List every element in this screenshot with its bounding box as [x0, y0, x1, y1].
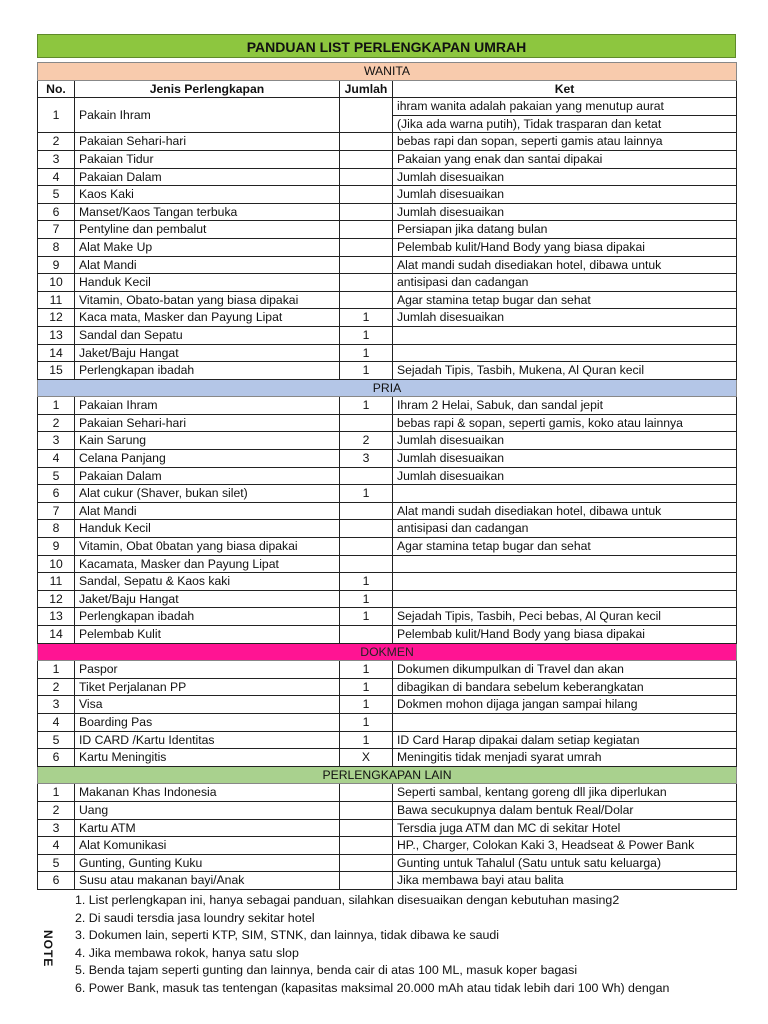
table-row [38, 801, 737, 819]
item-note: Gunting untuk Tahalul (Satu untuk satu keluarga) [393, 854, 737, 872]
row-number: 5 [38, 467, 75, 485]
row-number: 6 [38, 203, 75, 221]
table-row [38, 485, 737, 503]
item-note: Pakaian yang enak dan santai dipakai [393, 150, 737, 168]
item-note: Persiapan jika datang bulan [393, 221, 737, 239]
item-quantity [340, 520, 393, 538]
item-note: dibagikan di bandara sebelum keberangkatan [393, 678, 737, 696]
row-number: 4 [38, 450, 75, 468]
item-quantity [340, 872, 393, 890]
item-quantity: 1 [340, 326, 393, 344]
item-note: ID Card Harap dipakai dalam setiap kegiatan [393, 731, 737, 749]
item-quantity: 2 [340, 432, 393, 450]
row-number: 7 [38, 502, 75, 520]
item-name: Celana Panjang [75, 450, 340, 468]
column-header-item: Jenis Perlengkapan [75, 80, 340, 98]
item-note: Bawa secukupnya dalam bentuk Real/Dolar [393, 801, 737, 819]
row-number: 3 [38, 819, 75, 837]
item-name: Sandal, Sepatu & Kaos kaki [75, 573, 340, 591]
notes-block [37, 892, 736, 1022]
item-note [393, 573, 737, 591]
table-row [38, 872, 737, 890]
item-note: Alat mandi sudah disediakan hotel, dibawa untuk [393, 256, 737, 274]
table-row [38, 203, 737, 221]
item-note: Alat mandi sudah disediakan hotel, dibawa untuk [393, 502, 737, 520]
item-note [393, 555, 737, 573]
item-note: bebas rapi dan sopan, seperti gamis atau lainnya [393, 133, 737, 151]
item-quantity: 1 [340, 485, 393, 503]
item-name: Kacamata, Masker dan Payung Lipat [75, 555, 340, 573]
item-name: Pakaian Ihram [75, 397, 340, 415]
item-note: Jumlah disesuaikan [393, 309, 737, 327]
table-row [38, 696, 737, 714]
row-number: 7 [38, 221, 75, 239]
item-note: Meningitis tidak menjadi syarat umrah [393, 749, 737, 767]
item-note: Dokumen dikumpulkan di Travel dan akan [393, 661, 737, 679]
item-note: Dokmen mohon dijaga jangan sampai hilang [393, 696, 737, 714]
item-note: Jumlah disesuaikan [393, 186, 737, 204]
item-note: Sejadah Tipis, Tasbih, Peci bebas, Al Quran kecil [393, 608, 737, 626]
item-name: Pakaian Sehari-hari [75, 414, 340, 432]
table-row [38, 467, 737, 485]
row-number: 11 [38, 291, 75, 309]
item-note [393, 326, 737, 344]
table-row [38, 168, 737, 186]
row-number: 4 [38, 713, 75, 731]
column-header-no: No. [38, 80, 75, 98]
item-name: Susu atau makanan bayi/Anak [75, 872, 340, 890]
table-row [38, 520, 737, 538]
item-quantity [340, 837, 393, 855]
table-row [38, 309, 737, 327]
item-name: Paspor [75, 661, 340, 679]
item-name: Uang [75, 801, 340, 819]
item-name: Kaos Kaki [75, 186, 340, 204]
item-name: Boarding Pas [75, 713, 340, 731]
row-number: 1 [38, 397, 75, 415]
item-note: Agar stamina tetap bugar dan sehat [393, 291, 737, 309]
table-row [38, 450, 737, 468]
item-name: Perlengkapan ibadah [75, 362, 340, 380]
table-row [38, 326, 737, 344]
item-note: (Jika ada warna putih), Tidak trasparan dan ketat [393, 115, 737, 133]
row-number: 10 [38, 555, 75, 573]
row-number: 13 [38, 326, 75, 344]
item-quantity: 1 [340, 309, 393, 327]
table-row [38, 626, 737, 644]
item-quantity [340, 238, 393, 256]
table-row [38, 133, 737, 151]
item-name: Kartu ATM [75, 819, 340, 837]
note-item: 5. Benda tajam seperti gunting dan lainnya, benda cair di atas 100 ML, masuk koper bagasi [75, 963, 578, 978]
item-note [393, 344, 737, 362]
item-quantity [340, 801, 393, 819]
item-quantity: 1 [340, 344, 393, 362]
table-row [38, 291, 737, 309]
table-row [38, 98, 737, 116]
row-number: 11 [38, 573, 75, 591]
row-number: 5 [38, 731, 75, 749]
table-row [38, 854, 737, 872]
note-item: 4. Jika membawa rokok, hanya satu slop [75, 945, 299, 960]
item-note: Jumlah disesuaikan [393, 432, 737, 450]
note-item: 3. Dokumen lain, seperti KTP, SIM, STNK, dan lainnya, tidak dibawa ke saudi [75, 928, 500, 943]
item-quantity: X [340, 749, 393, 767]
note-label: NOTE [41, 930, 55, 968]
item-name: Gunting, Gunting Kuku [75, 854, 340, 872]
section-pria [38, 379, 737, 397]
item-name: Kain Sarung [75, 432, 340, 450]
item-name: Alat Mandi [75, 256, 340, 274]
section-lain [38, 766, 737, 784]
item-quantity [340, 291, 393, 309]
table-row [38, 274, 737, 292]
item-name: Visa [75, 696, 340, 714]
item-name: Pakaian Dalam [75, 467, 340, 485]
item-name: Sandal dan Sepatu [75, 326, 340, 344]
row-number: 14 [38, 626, 75, 644]
item-note: Agar stamina tetap bugar dan sehat [393, 538, 737, 556]
table-row [38, 221, 737, 239]
table-row [38, 256, 737, 274]
table-row [38, 344, 737, 362]
item-name: Kartu Meningitis [75, 749, 340, 767]
item-quantity [340, 256, 393, 274]
item-name: Handuk Kecil [75, 520, 340, 538]
row-number: 4 [38, 168, 75, 186]
page-title: PANDUAN LIST PERLENGKAPAN UMRAH [37, 34, 736, 58]
item-quantity: 1 [340, 678, 393, 696]
row-number: 8 [38, 238, 75, 256]
table-row [38, 186, 737, 204]
item-quantity [340, 274, 393, 292]
item-quantity [340, 133, 393, 151]
row-number: 13 [38, 608, 75, 626]
table-row [38, 678, 737, 696]
item-note: Pelembab kulit/Hand Body yang biasa dipakai [393, 238, 737, 256]
item-note: HP., Charger, Colokan Kaki 3, Headseat & Power Bank [393, 837, 737, 855]
checklist-table [37, 62, 737, 890]
section-title: PERLENGKAPAN LAIN [38, 766, 737, 784]
row-number: 3 [38, 432, 75, 450]
item-quantity: 1 [340, 731, 393, 749]
table-row [38, 238, 737, 256]
row-number: 15 [38, 362, 75, 380]
item-quantity [340, 168, 393, 186]
item-note: Jumlah disesuaikan [393, 467, 737, 485]
item-note: Pelembab kulit/Hand Body yang biasa dipakai [393, 626, 737, 644]
item-note: Tersdia juga ATM dan MC di sekitar Hotel [393, 819, 737, 837]
item-name: Manset/Kaos Tangan terbuka [75, 203, 340, 221]
row-number: 2 [38, 678, 75, 696]
item-name: Makanan Khas Indonesia [75, 784, 340, 802]
item-note: Ihram 2 Helai, Sabuk, dan sandal jepit [393, 397, 737, 415]
column-header-qty: Jumlah [340, 80, 393, 98]
item-name: Pelembab Kulit [75, 626, 340, 644]
note-item: 2. Di saudi tersdia jasa loundry sekitar hotel [75, 910, 315, 925]
item-name: Alat Komunikasi [75, 837, 340, 855]
section-dokmen [38, 643, 737, 661]
table-row [38, 713, 737, 731]
row-number: 1 [38, 98, 75, 133]
item-name: Pakain Ihram [75, 98, 340, 133]
item-quantity [340, 467, 393, 485]
note-item: 1. List perlengkapan ini, hanya sebagai panduan, silahkan disesuaikan dengan kebutuhan masing2 [75, 893, 620, 907]
row-number: 5 [38, 854, 75, 872]
table-row [38, 150, 737, 168]
item-name: Pakaian Dalam [75, 168, 340, 186]
item-note: antisipasi dan cadangan [393, 274, 737, 292]
item-quantity [340, 784, 393, 802]
row-number: 14 [38, 344, 75, 362]
item-quantity [340, 502, 393, 520]
item-note: Jumlah disesuaikan [393, 450, 737, 468]
item-quantity [340, 150, 393, 168]
item-quantity [340, 221, 393, 239]
item-quantity: 1 [340, 696, 393, 714]
table-row [38, 414, 737, 432]
table-row [38, 397, 737, 415]
item-note: Jika membawa bayi atau balita [393, 872, 737, 890]
item-name: Pentyline dan pembalut [75, 221, 340, 239]
item-quantity: 1 [340, 590, 393, 608]
row-number: 9 [38, 538, 75, 556]
item-name: Handuk Kecil [75, 274, 340, 292]
section-title: DOKMEN [38, 643, 737, 661]
item-quantity: 1 [340, 661, 393, 679]
item-quantity [340, 626, 393, 644]
row-number: 8 [38, 520, 75, 538]
row-number: 4 [38, 837, 75, 855]
row-number: 5 [38, 186, 75, 204]
row-number: 12 [38, 590, 75, 608]
item-note: Jumlah disesuaikan [393, 203, 737, 221]
column-header-ket: Ket [393, 80, 737, 98]
table-row [38, 590, 737, 608]
row-number: 6 [38, 872, 75, 890]
table-row [38, 432, 737, 450]
note-item: 6. Power Bank, masuk tas tentengan (kapasitas maksimal 20.000 mAh atau tidak lebih dari 100 Wh) dengan [75, 980, 670, 995]
item-name: Vitamin, Obat 0batan yang biasa dipakai [75, 538, 340, 556]
row-number: 6 [38, 749, 75, 767]
item-quantity [340, 414, 393, 432]
item-quantity [340, 819, 393, 837]
row-number: 2 [38, 414, 75, 432]
table-row [38, 608, 737, 626]
notes-list [75, 892, 669, 998]
row-number: 3 [38, 696, 75, 714]
item-name: Jaket/Baju Hangat [75, 590, 340, 608]
item-quantity: 1 [340, 608, 393, 626]
item-name: Kaca mata, Masker dan Payung Lipat [75, 309, 340, 327]
table-row [38, 502, 737, 520]
checklist-sheet [37, 34, 736, 890]
item-name: Vitamin, Obato-batan yang biasa dipakai [75, 291, 340, 309]
item-note: Sejadah Tipis, Tasbih, Mukena, Al Quran kecil [393, 362, 737, 380]
row-number: 1 [38, 661, 75, 679]
item-note: antisipasi dan cadangan [393, 520, 737, 538]
table-row [38, 573, 737, 591]
item-note: ihram wanita adalah pakaian yang menutup aurat [393, 98, 737, 116]
section-title: WANITA [38, 63, 737, 81]
item-note: Jumlah disesuaikan [393, 168, 737, 186]
item-name: ID CARD /Kartu Identitas [75, 731, 340, 749]
table-row [38, 538, 737, 556]
item-quantity [340, 854, 393, 872]
item-note: Seperti sambal, kentang goreng dll jika diperlukan [393, 784, 737, 802]
item-name: Alat Make Up [75, 238, 340, 256]
section-title: PRIA [38, 379, 737, 397]
row-number: 6 [38, 485, 75, 503]
item-name: Alat Mandi [75, 502, 340, 520]
table-header-row [38, 80, 737, 98]
item-note [393, 713, 737, 731]
item-quantity: 3 [340, 450, 393, 468]
table-row [38, 661, 737, 679]
item-quantity: 1 [340, 362, 393, 380]
item-note: bebas rapi & sopan, seperti gamis, koko atau lainnya [393, 414, 737, 432]
table-row [38, 362, 737, 380]
table-row [38, 784, 737, 802]
table-row [38, 749, 737, 767]
item-name: Jaket/Baju Hangat [75, 344, 340, 362]
item-quantity [340, 538, 393, 556]
item-note [393, 485, 737, 503]
row-number: 2 [38, 801, 75, 819]
item-name: Tiket Perjalanan PP [75, 678, 340, 696]
item-name: Alat cukur (Shaver, bukan silet) [75, 485, 340, 503]
item-name: Perlengkapan ibadah [75, 608, 340, 626]
section-wanita [38, 63, 737, 81]
item-quantity [340, 98, 393, 133]
item-note [393, 590, 737, 608]
table-row [38, 837, 737, 855]
row-number: 12 [38, 309, 75, 327]
item-quantity [340, 555, 393, 573]
item-quantity: 1 [340, 573, 393, 591]
item-quantity: 1 [340, 713, 393, 731]
table-row [38, 819, 737, 837]
row-number: 10 [38, 274, 75, 292]
item-name: Pakaian Tidur [75, 150, 340, 168]
table-row [38, 731, 737, 749]
item-name: Pakaian Sehari-hari [75, 133, 340, 151]
item-quantity: 1 [340, 397, 393, 415]
row-number: 3 [38, 150, 75, 168]
row-number: 9 [38, 256, 75, 274]
item-quantity [340, 186, 393, 204]
table-row [38, 555, 737, 573]
row-number: 2 [38, 133, 75, 151]
row-number: 1 [38, 784, 75, 802]
item-quantity [340, 203, 393, 221]
